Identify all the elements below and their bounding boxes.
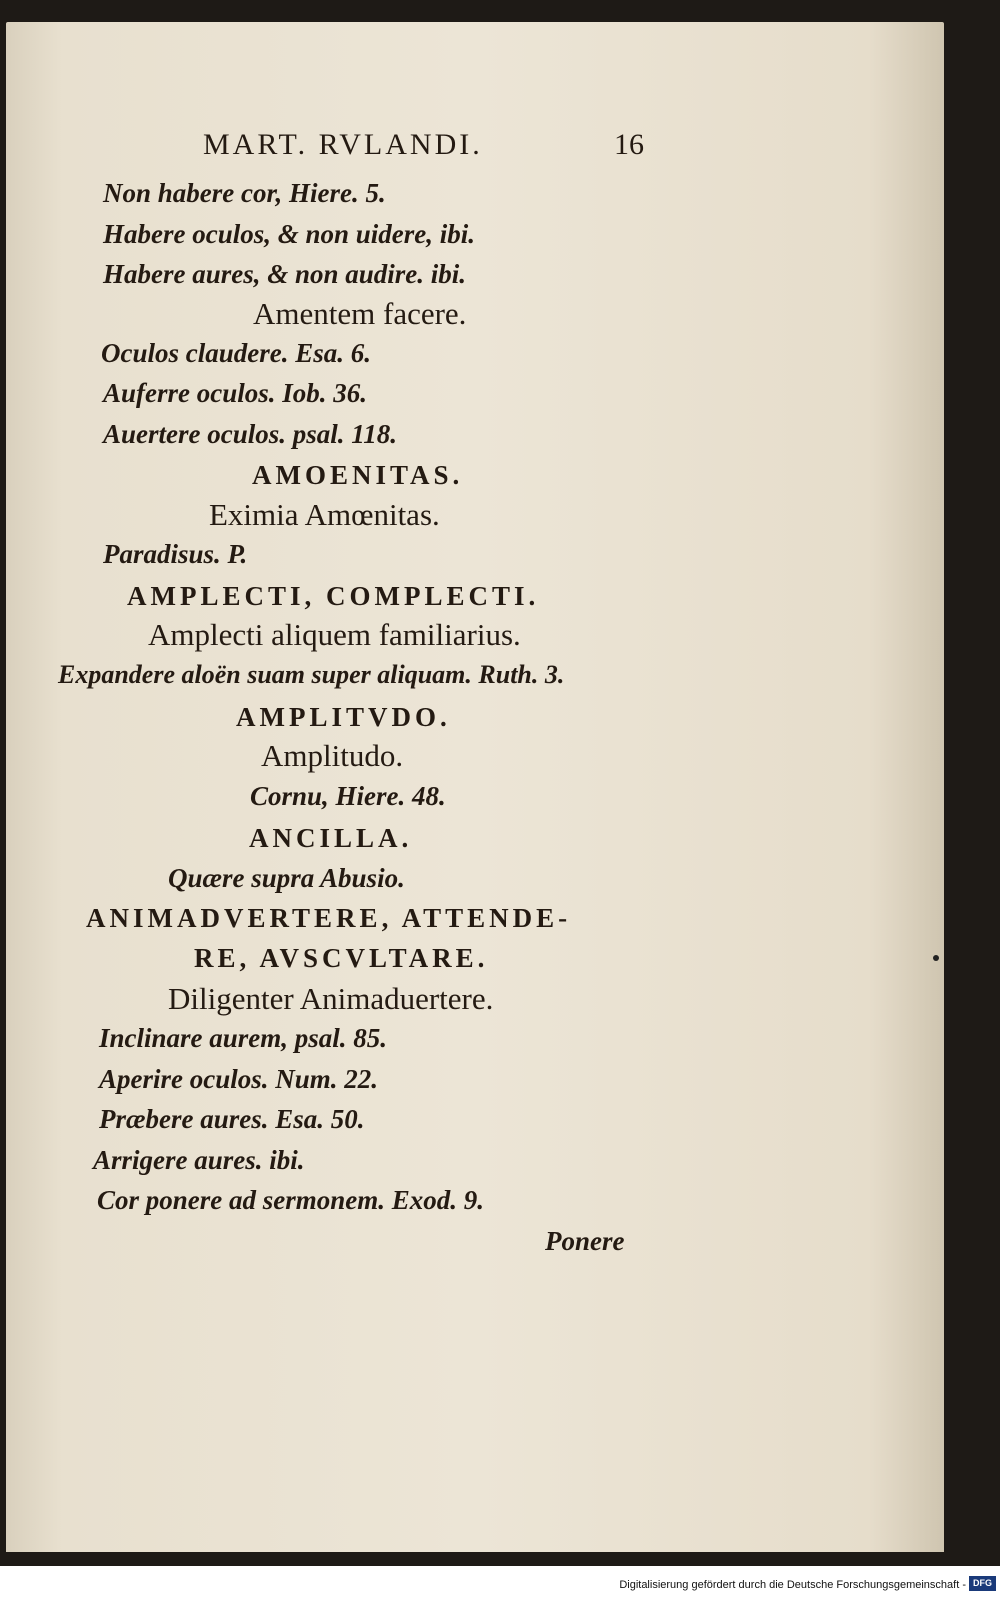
- heading-line: RE, AVSCVLTARE.: [194, 943, 489, 973]
- ink-speck: [933, 955, 939, 961]
- text-line: Expandere aloën suam super aliquam. Ruth. 3.: [58, 660, 565, 689]
- heading-line: ANCILLA.: [249, 823, 413, 853]
- heading-line: AMOENITAS.: [252, 460, 464, 490]
- subheading-line: Eximia Amœnitas.: [209, 497, 440, 532]
- text-line: Oculos claudere. Esa. 6.: [101, 338, 371, 368]
- text-line: Habere aures, & non audire. ibi.: [103, 259, 467, 289]
- heading-line: ANIMADVERTERE, ATTENDE-: [86, 903, 572, 933]
- text-line: Auferre oculos. Iob. 36.: [103, 378, 368, 408]
- heading-line: AMPLECTI, COMPLECTI.: [127, 581, 540, 611]
- subheading-line: Amplitudo.: [261, 738, 404, 773]
- text-line: Paradisus. P.: [103, 539, 248, 569]
- heading-line: AMPLITVDO.: [236, 702, 451, 732]
- text-line: Habere oculos, & non uidere, ibi.: [103, 219, 476, 249]
- text-line: Non habere cor, Hiere. 5.: [103, 178, 386, 208]
- text-line: Quære supra Abusio.: [168, 863, 405, 893]
- text-line: Præbere aures. Esa. 50.: [99, 1104, 365, 1134]
- footer-bar: [0, 1566, 1000, 1601]
- text-line: Auertere oculos. psal. 118.: [103, 419, 398, 449]
- subheading-line: Amentem facere.: [253, 296, 467, 331]
- subheading-line: Amplecti aliquem familiarius.: [148, 617, 521, 652]
- footer-credit: Digitalisierung gefördert durch die Deutsche Forschungsgemeinschaft -: [619, 1579, 966, 1591]
- running-title: MART. RVLANDI.: [203, 128, 483, 161]
- page-number: 16: [614, 128, 644, 161]
- subheading-line: Diligenter Animaduertere.: [168, 981, 494, 1016]
- text-line: Cornu, Hiere. 48.: [250, 781, 446, 811]
- text-line: Aperire oculos. Num. 22.: [99, 1064, 379, 1094]
- text-line: Cor ponere ad sermonem. Exod. 9.: [97, 1185, 485, 1215]
- text-line: Inclinare aurem, psal. 85.: [99, 1023, 388, 1053]
- catchword: Ponere: [545, 1226, 625, 1256]
- book-page: [6, 22, 944, 1552]
- dfg-logo-icon: DFG: [969, 1576, 996, 1591]
- text-line: Arrigere aures. ibi.: [93, 1145, 305, 1175]
